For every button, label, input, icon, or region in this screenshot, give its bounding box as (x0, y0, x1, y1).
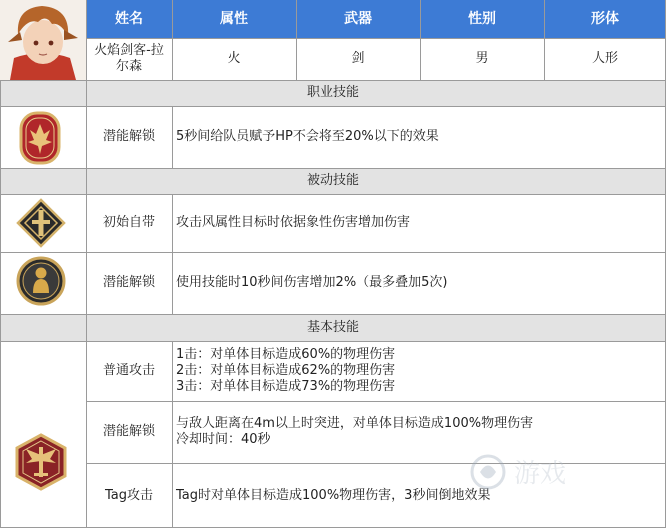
grid-line (0, 106, 666, 107)
pawn-figure-icon (16, 256, 66, 306)
header-attribute: 属性 (172, 0, 296, 38)
grid-line (0, 252, 666, 253)
basic-skill-3-line-1: Tag时对单体目标造成100%物理伤害，3秒间倒地效果 (176, 487, 491, 503)
section-basic-skill: 基本技能 (0, 314, 666, 341)
character-portrait (0, 0, 86, 80)
grid-line (0, 314, 666, 315)
character-name: 火焰剑客-拉尔森 (94, 43, 164, 74)
flame-crest-icon (18, 110, 62, 166)
grid-line (0, 80, 666, 81)
grid-line (420, 0, 421, 80)
grid-line (0, 194, 666, 195)
character-form: 人形 (591, 51, 618, 66)
class-skill-type: 潜能解锁 (102, 129, 155, 144)
basic-skill-2-line-1: 与敌人距离在4m以上时突进，对单体目标造成100%物理伤害 (176, 416, 534, 431)
basic-skill-1-line-1: 1击：对单体目标造成60%的物理伤害 (176, 347, 396, 362)
character-weapon: 剑 (351, 51, 365, 66)
basic-skill-2-type: 潜能解锁 (102, 424, 155, 439)
header-gender: 性别 (420, 0, 544, 38)
grid-line (544, 0, 545, 80)
basic-skill-2-line-2: 冷却时间：40秒 (176, 432, 271, 447)
winged-sword-crest-icon (14, 433, 68, 491)
grid-line (0, 80, 1, 528)
basic-skill-1-line-2: 2击：对单体目标造成62%的物理伤害 (176, 363, 396, 378)
header-name: 姓名 (86, 0, 172, 38)
diamond-sword-icon (16, 198, 66, 248)
grid-line (296, 0, 297, 80)
passive-skill-2-type: 潜能解锁 (102, 275, 155, 290)
class-skill-desc: 5秒间给队员赋予HP不会将至20%以下的效果 (176, 129, 439, 144)
grid-line (0, 168, 666, 169)
watermark-logo (466, 447, 656, 497)
passive-skill-2-desc: 使用技能时10秒间伤害增加2%（最多叠加5次) (176, 275, 448, 290)
basic-skill-1-line-3: 3击：对单体目标造成73%的物理伤害 (176, 379, 396, 394)
header-weapon: 武器 (296, 0, 420, 38)
section-passive-skill: 被动技能 (0, 168, 666, 194)
character-attribute: 火 (227, 51, 241, 66)
character-gender: 男 (475, 51, 489, 66)
header-form: 形体 (544, 0, 666, 38)
grid-line (86, 38, 666, 39)
grid-line (172, 106, 173, 168)
basic-skill-1-desc (172, 341, 666, 401)
basic-skill-3-type: Tag攻击 (104, 487, 153, 503)
grid-line (86, 401, 666, 402)
section-class-skill: 职业技能 (0, 80, 666, 106)
grid-line (172, 0, 173, 80)
grid-line (172, 194, 173, 314)
passive-skill-1-type: 初始自带 (102, 215, 155, 230)
basic-skill-1-type: 普通攻击 (102, 363, 155, 378)
grid-line (86, 0, 87, 528)
grid-line (0, 341, 666, 342)
passive-skill-1-desc: 攻击风属性目标时依据象性伤害增加伤害 (176, 215, 411, 230)
grid-line (172, 341, 173, 528)
svg-text:游戏: 游戏 (514, 459, 567, 489)
